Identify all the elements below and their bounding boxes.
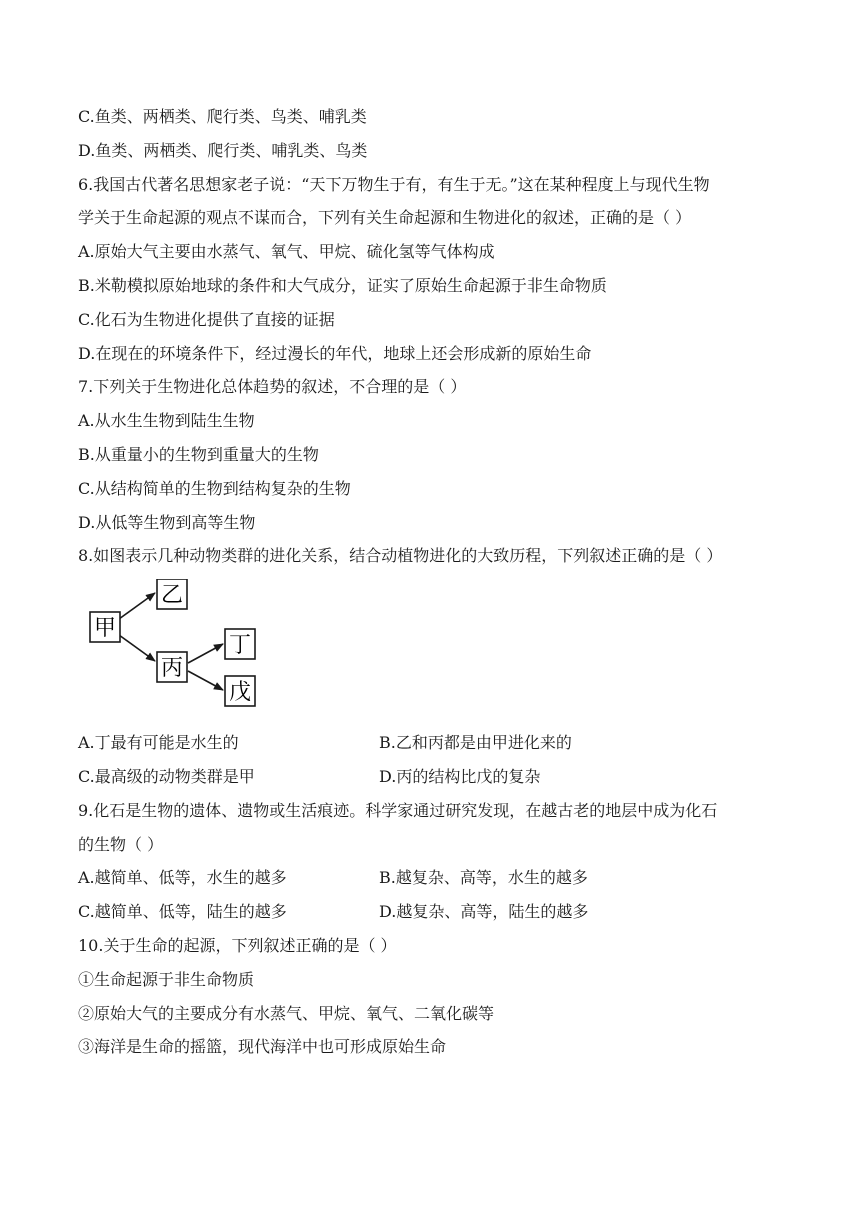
box-jia-label: 甲 <box>93 616 117 642</box>
q6-option-c: C.化石为生物进化提供了直接的证据 <box>78 309 335 329</box>
q9-option-c: C.越简单、低等，陆生的越多 <box>78 902 287 922</box>
q6-stem-line-2: 学关于生命起源的观点不谋而合，下列有关生命起源和生物进化的叙述，正确的是（ ） <box>78 208 692 228</box>
q8-option-c: C.最高级的动物类群是甲 <box>78 766 255 786</box>
box-jia <box>90 612 120 642</box>
arrow-jia-to-bing <box>119 635 155 661</box>
q7-option-d: D.从低等生物到高等生物 <box>78 512 256 532</box>
box-bing <box>157 652 187 682</box>
q7-option-b: B.从重量小的生物到重量大的生物 <box>78 444 319 464</box>
box-wu <box>225 676 255 706</box>
q8-option-d: D.丙的结构比戊的复杂 <box>379 766 541 786</box>
q10-stem: 10.关于生命的起源，下列叙述正确的是（ ） <box>78 935 397 955</box>
exam-page <box>78 100 778 1064</box>
q8-option-b: B.乙和丙都是由甲进化来的 <box>379 733 572 753</box>
q5-option-c: C.鱼类、两栖类、爬行类、鸟类、哺乳类 <box>78 107 367 126</box>
box-ding <box>225 629 255 659</box>
q7-stem: 7.下列关于生物进化总体趋势的叙述，不合理的是（ ） <box>78 377 467 397</box>
arrow-jia-to-yi <box>119 593 155 619</box>
q8-stem: 8.如图表示几种动物类群的进化关系，结合动植物进化的大致历程，下列叙述正确的是（ ） <box>78 546 723 566</box>
q6-option-d: D.在现在的环境条件下，经过漫长的年代，地球上还会形成新的原始生命 <box>78 343 592 363</box>
box-wu-label: 戊 <box>228 680 252 706</box>
box-yi-label: 乙 <box>160 583 184 609</box>
q5-option-d: D.鱼类、两栖类、爬行类、哺乳类、鸟类 <box>78 140 368 160</box>
q6-option-b: B.米勒模拟原始地球的条件和大气成分，证实了原始生命起源于非生命物质 <box>78 275 607 295</box>
q9-options-row-1 <box>78 861 778 895</box>
q9-stem-line-1: 9.化石是生物的遗体、遗物或生活痕迹。科学家通过研究发现，在越古老的地层中成为化石 <box>78 800 718 820</box>
q6-stem-line-1: 6.我国古代著名思想家老子说：“天下万物生于有，有生于无。”这在某种程度上与现代生物 <box>78 174 710 194</box>
q7-option-a: A.从水生生物到陆生生物 <box>78 411 255 431</box>
q6-option-a: A.原始大气主要由水蒸气、氧气、甲烷、硫化氢等气体构成 <box>78 242 495 262</box>
q10-item-3: ③海洋是生命的摇篮，现代海洋中也可形成原始生命 <box>78 1037 447 1057</box>
q9-option-b: B.越复杂、高等，水生的越多 <box>379 868 588 888</box>
q10-item-1: ①生命起源于非生命物质 <box>78 969 255 989</box>
q9-options-row-2 <box>78 895 778 929</box>
arrow-bing-to-wu <box>188 671 223 690</box>
q10-item-2: ②原始大气的主要成分有水蒸气、甲烷、氧气、二氧化碳等 <box>78 1003 495 1023</box>
q9-option-d: D.越复杂、高等，陆生的越多 <box>379 902 589 922</box>
box-yi <box>157 579 187 609</box>
evolution-diagram-svg <box>87 579 277 724</box>
q9-stem-line-2: 的生物（ ） <box>78 834 164 854</box>
q8-options-row-1 <box>78 726 778 760</box>
q8-option-a: A.丁最有可能是水生的 <box>78 733 239 753</box>
arrow-bing-to-ding <box>188 644 223 663</box>
evolution-diagram <box>78 573 778 726</box>
q8-options-row-2 <box>78 760 778 794</box>
q9-option-a: A.越简单、低等，水生的越多 <box>78 868 287 888</box>
box-ding-label: 丁 <box>228 633 252 659</box>
box-bing-label: 丙 <box>160 656 184 682</box>
q7-option-c: C.从结构简单的生物到结构复杂的生物 <box>78 478 351 498</box>
